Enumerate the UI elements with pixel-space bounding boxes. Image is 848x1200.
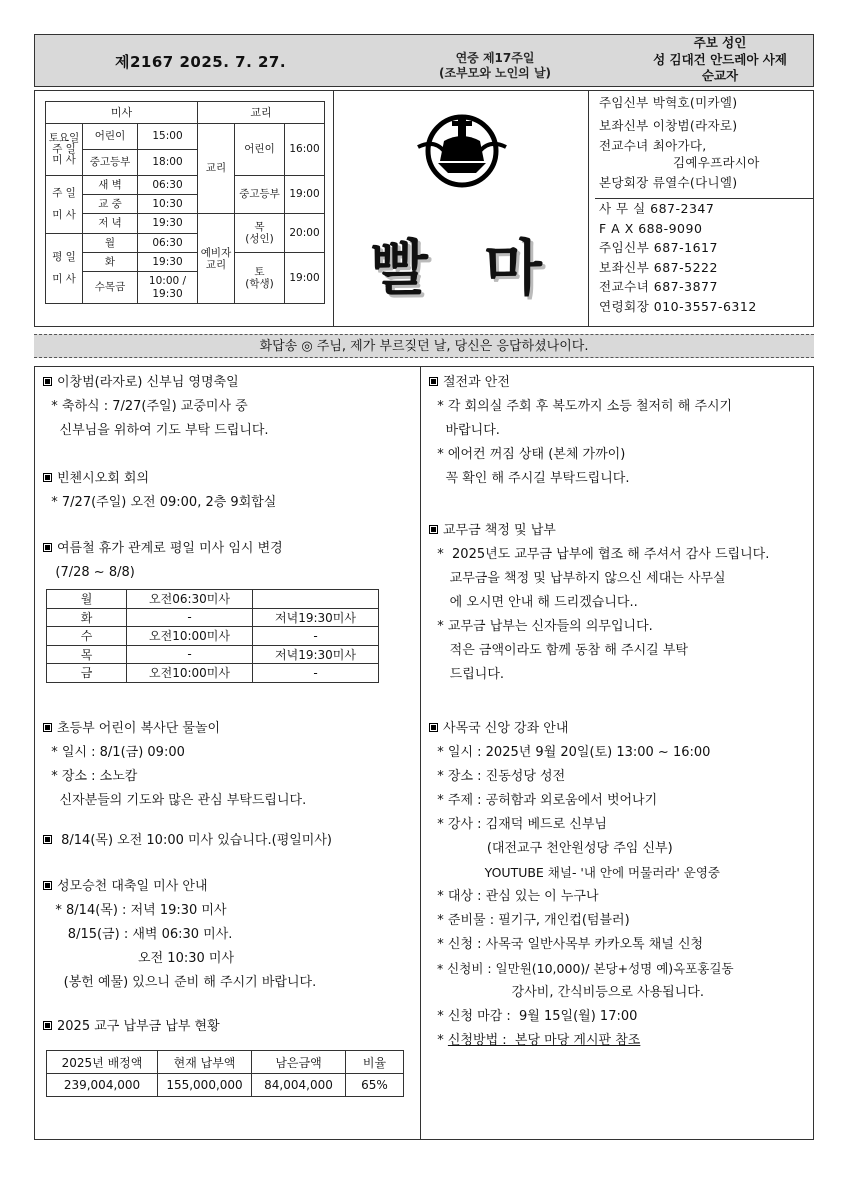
table-row: 수 오전10:00미사 - bbox=[47, 627, 379, 646]
bulletin-header bbox=[34, 34, 814, 87]
mass-schedule-table: 미사 교리 토요일 주 일 미 사 어린이 15:00 교리 어린이 16:00 중고등부 18:00 주 일 미 사 새 벽 06:30 중고등부 19:00 교 중 10:30 저 녁 19:30 예비자 교리 목 (성인) 20:00 평 일 미 사 월 06:30 화 19:30 토 (학생) 19:00 수목금 10:00 / 19:30 bbox=[45, 101, 325, 304]
patron-saint: 주보 성인 성 김대건 안드레아 사제 순교자 bbox=[653, 35, 787, 83]
table-row: 화 - 저녁19:30미사 bbox=[47, 608, 379, 627]
right-column bbox=[421, 367, 813, 1139]
phone-assistant: 보좌신부 687-5222 bbox=[599, 259, 718, 275]
phone-fax: F A X 688-9090 bbox=[599, 220, 703, 236]
bullet-icon bbox=[43, 1021, 52, 1030]
notice-summer-schedule: 여름철 휴가 관계로 평일 미사 임시 변경 (7/28 ~ 8/8) bbox=[43, 541, 283, 580]
notice-weekday-mass: 8/14(목) 오전 10:00 미사 있습니다.(평일미사) bbox=[43, 829, 332, 853]
staff-pastor: 주임신부 박혁호(미카엘) bbox=[599, 95, 738, 110]
notice-faith-lecture: 사목국 신앙 강좌 안내 * 일시 : 2025년 9월 20일(토) 13:00 ~ 16:00 * 장소 : 진동성당 성전 * 주제 : 공허함과 외로움에서 벗어나기 * 강사 : 김재덕 베드로 신부님 (대전교구 천안원성당 주임 신부) YOUTUBE 채널- '내 안에 머물러라' 운영중 * 대상 : 관심 있는 이 누구나 * 준비물 : 필기구, 개인컵(텀블러) * 신청 : 사목국 일반사목부 카카오톡 채널 신청 * 신청비 : 일만원(10,000)/ 본당+성명 예)옥포홍길동 강사비, 간식비등으로 사용됩니다. * 신청 마감 : 9월 15일(월) 17:00 * 신청방법 : 본당 마당 게시판 참조 bbox=[429, 721, 734, 1048]
info-panel bbox=[34, 90, 814, 327]
bullet-icon bbox=[43, 835, 52, 844]
bullet-icon bbox=[43, 377, 52, 386]
phone-office: 사 무 실 687-2347 bbox=[599, 201, 715, 216]
bullet-icon bbox=[43, 473, 52, 482]
staff-sisters-2: 김예우프라시아 bbox=[673, 155, 760, 170]
parish-emblem-icon bbox=[414, 111, 510, 191]
bullet-icon bbox=[429, 525, 438, 534]
left-column bbox=[35, 367, 421, 1139]
table-row: 월 오전06:30미사 bbox=[47, 590, 379, 609]
phone-sisters: 전교수녀 687-3877 bbox=[599, 279, 718, 294]
phone-pastor: 주임신부 687-1617 bbox=[599, 240, 718, 255]
phone-directory bbox=[595, 199, 813, 316]
table-row: 금 오전10:00미사 - bbox=[47, 664, 379, 683]
staff-assistant: 보좌신부 이창범(라자로) bbox=[599, 118, 738, 133]
issue-date: 제2167 2025. 7. 27. bbox=[115, 53, 287, 71]
announcements bbox=[34, 366, 814, 1140]
notice-feast: 이창범(라자로) 신부님 영명축일 * 축하식 : 7/27(주일) 교중미사 중 신부님을 위하여 기도 부탁 드립니다. bbox=[43, 375, 269, 438]
bullet-icon bbox=[43, 881, 52, 890]
notice-vincent: 빈첸시오회 회의 * 7/27(주일) 오전 09:00, 2층 9회합실 bbox=[43, 471, 277, 510]
bullet-icon bbox=[43, 543, 52, 552]
responsorial-psalm: 화답송 ◎ 주님, 제가 부르짖던 날, 당신은 응답하셨나이다. bbox=[34, 334, 814, 358]
notice-diocese-dues: 2025 교구 납부금 납부 현황 bbox=[43, 1015, 220, 1039]
notice-parish-dues: 교무금 책정 및 납부 * 2025년도 교무금 납부에 협조 해 주셔서 감사 드립니다. 교무금을 책정 및 납부하지 않으신 세대는 사무실 에 오시면 안내 해 드리겠습니다.. * 교무금 납부는 신자들의 의무입니다. 적은 금액이라도 함께 동참 해 주시길 부탁 드립니다. bbox=[429, 523, 770, 682]
bulletin-title-part1: 빨 bbox=[370, 234, 432, 304]
notice-energy-safety: 절전과 안전 * 각 회의실 주회 후 복도까지 소등 철저히 해 주시기 바랍니다. * 에어컨 꺼짐 상태 (본체 가까이) 꼭 확인 해 주시길 부탁드립니다. bbox=[429, 375, 733, 486]
staff-sisters: 전교수녀 최아가다, bbox=[599, 138, 707, 153]
bullet-icon bbox=[43, 723, 52, 732]
bullet-icon bbox=[429, 723, 438, 732]
liturgical-sunday: 연중 제17주일 (조부모와 노인의 날) bbox=[438, 51, 552, 80]
bullet-icon bbox=[429, 377, 438, 386]
application-method: 신청방법 : 본당 마당 게시판 참조 bbox=[447, 1033, 641, 1048]
bulletin-title-part2: 마 bbox=[484, 234, 542, 304]
diocese-dues-table: 2025년 배정액 현재 납부액 남은금액 비율 239,004,000 155,000,000 84,004,000 65% bbox=[46, 1050, 404, 1097]
notice-altar-servers: 초등부 어린이 복사단 물놀이 * 일시 : 8/1(금) 09:00 * 장소 : 소노캄 신자분들의 기도와 많은 관심 부탁드립니다. bbox=[43, 721, 307, 808]
clergy-staff bbox=[595, 91, 813, 316]
table-row: 목 - 저녁19:30미사 bbox=[47, 645, 379, 664]
parish-logo bbox=[333, 91, 589, 326]
staff-council: 본당회장 류열수(다니엘) bbox=[599, 175, 738, 190]
phone-association: 연령회장 010-3557-6312 bbox=[599, 298, 757, 314]
notice-assumption: 성모승천 대축일 미사 안내 * 8/14(목) : 저녁 19:30 미사 8/15(금) : 새벽 06:30 미사. 오전 10:30 미사 (봉헌 예물) 있으니 준비 해 주시기 바랍니다. bbox=[43, 879, 317, 990]
temporary-mass-table bbox=[46, 589, 379, 683]
